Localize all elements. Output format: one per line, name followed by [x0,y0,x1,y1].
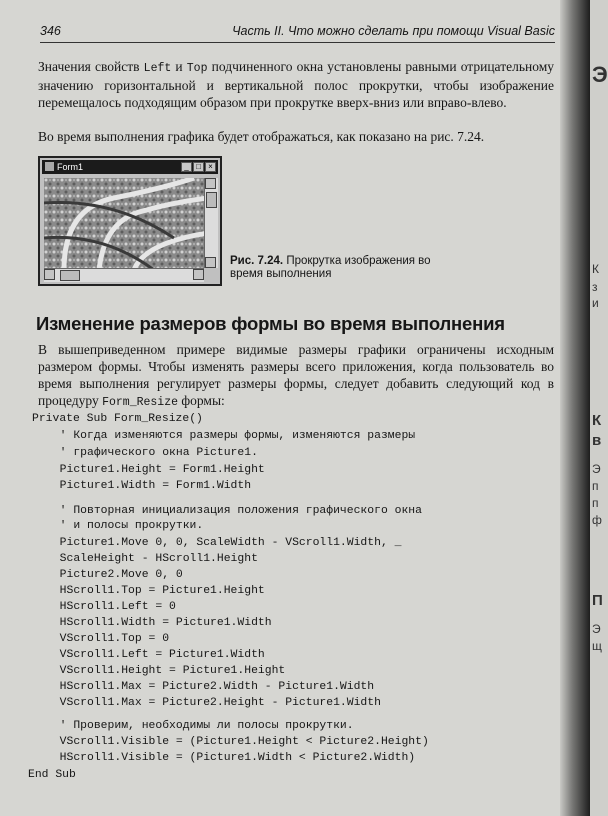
horizontal-scrollbar [44,268,204,282]
page-number: 346 [40,24,61,38]
running-header [40,22,555,43]
scrolled-picture [44,178,204,268]
close-icon: × [205,162,216,172]
code-line: ' графического окна Picture1. [46,447,258,459]
adjacent-page-fragment: К [592,262,599,276]
adjacent-page-fragment: Э [592,62,608,87]
p3-text-b: формы: [178,393,225,408]
window-app-icon [45,162,54,171]
p1-text-b: и [171,59,187,74]
p3-keyword-form-resize: Form_Resize [102,396,179,409]
code-line: HScroll1.Left = 0 [46,601,176,613]
p3-text-a: В вышеприведенном примере видимые размеры графики ограничены исходным размером формы. Чтобы изменять размеры всего приложения, когда пользователь во время выполнения регулирует размеры формы, следует добавить следующий код в процедуру [38,342,554,408]
maximize-icon: □ [193,162,204,172]
section-heading: Изменение размеров формы во время выполнения [36,313,505,334]
code-line: ' Когда изменяются размеры формы, изменяются размеры [46,430,416,442]
caption-text: Прокрутка изображения во время выполнения [230,255,431,280]
code-line: VScroll1.Visible = (Picture1.Height < Picture2.Height) [46,736,429,748]
code-line: Picture1.Move 0, 0, ScaleWidth - VScroll1.Width, _ [46,537,402,549]
code-line: VScroll1.Max = Picture2.Height - Picture1.Width [46,697,381,709]
code-line: ' Повторная инициализация положения графического окна [46,505,422,517]
window-titlebar [42,160,218,174]
code-line: Picture2.Move 0, 0 [46,569,183,581]
adjacent-page-fragment: ф [592,513,602,527]
tiled-image [44,178,204,268]
adjacent-page-fragment: П [592,592,603,609]
code-line: ' и полосы прокрутки. [46,520,204,532]
code-line: HScroll1.Width = Picture1.Width [46,617,272,629]
book-spine-shadow [560,0,590,816]
p1-text-c: подчиненного окна установлены равными отрицательному значению горизонтальной и вертикальной полос прокрутки, чтобы изображение перемещалось подходящим образом при прокрутке вверх-вниз или вправо-влево. [38,59,554,110]
paragraph-2: Во время выполнения графика будет отображаться, как показано на рис. 7.24. [38,129,485,144]
adjacent-page-fragment: п [592,479,599,493]
paragraph-3 [38,341,554,411]
window-title: Form1 [57,162,84,172]
code-line: VScroll1.Height = Picture1.Height [46,665,286,677]
code-line: HScroll1.Max = Picture2.Width - Picture1.Width [46,681,375,693]
code-line: ' Проверим, необходимы ли полосы прокрутки. [46,720,354,732]
adjacent-page-fragment: К [592,412,602,429]
running-title: Часть II. Что можно сделать при помощи Visual Basic [232,24,555,38]
code-line: HScroll1.Visible = (Picture1.Width < Picture2.Width) [46,752,416,764]
adjacent-page-fragment: з [592,280,598,294]
adjacent-page-fragment: Э [592,622,601,636]
adjacent-page-fragment: и [592,296,599,310]
p1-keyword-top: Top [186,62,208,75]
figure-caption [230,255,460,281]
p1-keyword-left: Left [143,62,172,75]
adjacent-page-fragment: в [592,432,602,449]
minimize-icon: _ [181,162,192,172]
code-line: VScroll1.Left = Picture1.Width [46,649,265,661]
p1-text-a: Значения свойств [38,59,144,74]
adjacent-page-fragment: п [592,496,599,510]
figure-form1-window [38,156,222,286]
adjacent-page-fragment: щ [592,639,602,653]
code-line: Picture1.Width = Form1.Width [46,480,252,492]
code-line: Picture1.Height = Form1.Height [46,464,265,476]
vertical-scrollbar [204,178,218,268]
code-line: ScaleHeight - HScroll1.Height [46,553,258,565]
code-line: HScroll1.Top = Picture1.Height [46,585,265,597]
code-line: VScroll1.Top = 0 [46,633,170,645]
paragraph-1 [38,58,554,111]
adjacent-page-fragment: Э [592,462,601,476]
adjacent-page-edge [590,0,608,816]
code-line: End Sub [28,769,76,781]
code-line: Private Sub Form_Resize() [32,413,203,425]
caption-label: Рис. 7.24. [230,255,284,267]
